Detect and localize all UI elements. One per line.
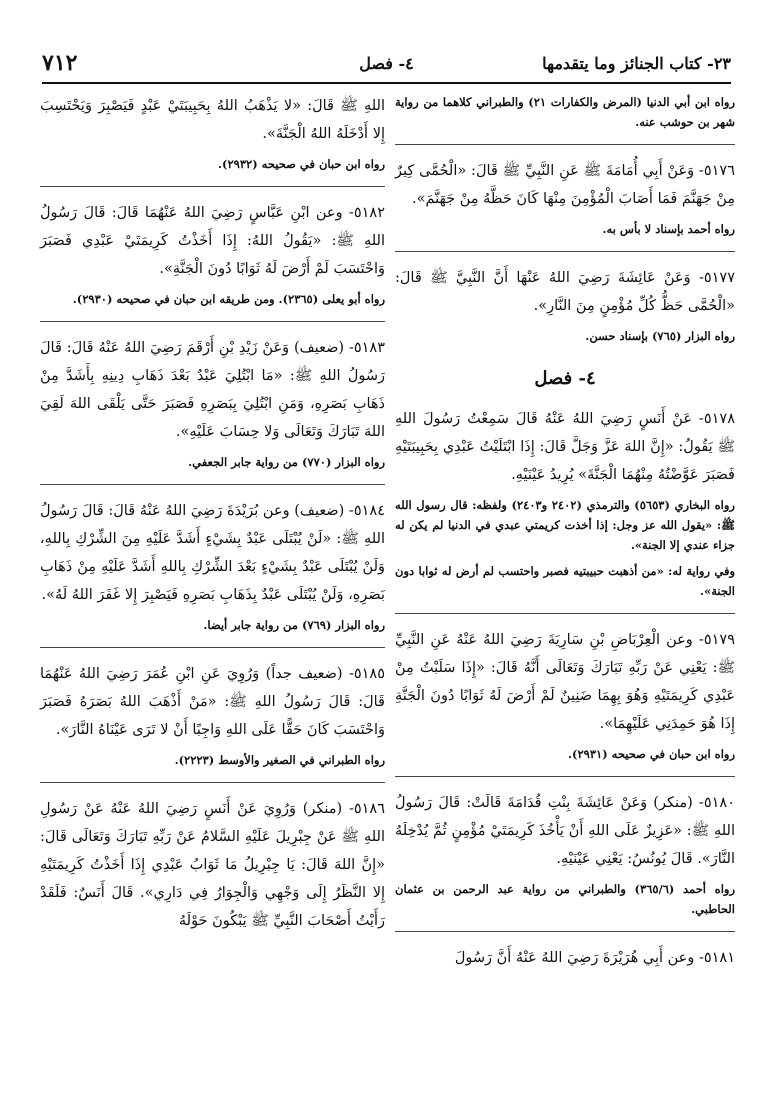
divider [395,776,735,777]
hadith-5176: ٥١٧٦- وَعَنْ أَبِي أُمَامَةَ ﷺ عَنِ النَّبِيِّ ﷺ قَالَ: «الْحُمَّى كِيرٌ مِنْ جَهَنَّمَ فَمَا أَصَابَ الْمُؤْمِنَ مِنْهَا كَانَ حَظَّهُ مِنْ جَهَنَّمَ». [395,163,735,207]
hadith-5179: ٥١٧٩- وعن الْعِرْبَاضِ بْنِ سَارِيَةَ رَضِيَ اللهُ عَنْهُ عَنِ النَّبِيِّ ﷺ: يَعْنِي عَنْ رَبِّهِ تَبَارَكَ وَتَعَالَى أَنَّهُ قَالَ: «إِذَا سَلَبْتُ مِنْ عَبْدِي كَرِيمَتَيْهِ وَهُوَ بِهِمَا ضَنِينٌ لَمْ أَرْضَ لَهُ ثَوَابًا دُونَ الْجَنَّةِ إِذَا هُوَ حَمِدَنِي عَلَيْهِمَا». [395,632,735,732]
source-note-5181: رواه ابن حبان في صحيحه (٢٩٣٢). [218,157,385,171]
source-note-5182: رواه أبو يعلى (٢٣٦٥). ومن طريقه ابن حبان في صحيحه (٢٩٣٠). [72,292,385,306]
running-section-title: ٤- فصل [359,54,414,73]
hadith-5186: ٥١٨٦- (منكر) وَرُوِيَ عَنْ أَنَسٍ رَضِيَ اللهُ عَنْهُ عَنْ رَسُولِ اللهِ ﷺ عَنْ جِبْرِيلَ عَلَيْهِ السَّلامُ عَنْ رَبِّهِ تَبَارَكَ وَتَعَالَى قَالَ: «إِنَّ اللهَ قَالَ: يَا جِبْرِيلُ مَا ثَوَابُ عَبْدِي إِذَا أَخَذْتُ كَرِيمَتَيْهِ إِلا النَّظَرُ إِلَى وَجْهِي وَالْجِوَارُ فِي دَارِي». قَالَ أَنَسٌ: فَلَقَدْ رَأَيْتُ أَصْحَابَ النَّبِيِّ ﷺ يَبْكُونَ حَوْلَهُ [40,801,385,929]
source-note-5179: رواه ابن حبان في صحيحه (٢٩٣١). [568,747,735,761]
source-note: رواه ابن أبي الدنيا (المرض والكفارات ٢١) والطبراني كلاهما من رواية شهر بن حوشب عنه. [395,95,735,129]
divider [40,782,385,783]
divider [395,251,735,252]
source-note-5178-variant: وفي رواية له: «من أذهبت حبيبتيه فصبر واحتسب لم أرض له ثوابا دون الجنة». [395,564,735,598]
source-note-5183: رواه البزار (٧٧٠) من رواية جابر الجعفي. [188,455,385,469]
hadith-5177: ٥١٧٧- وَعَنْ عَائِشَةَ رَضِيَ اللهُ عَنْهَا أَنَّ النَّبِيَّ ﷺ قَالَ: «الْحُمَّى حَظُّ كُلِّ مُؤْمِنٍ مِنَ النَّارِ». [395,270,735,314]
page-number: ٧١٢ [42,50,78,76]
source-note-5185: رواه الطبراني في الصغير والأوسط (٢٢٢٣). [174,753,385,767]
divider [395,931,735,932]
running-book-title: ٢٣- كتاب الجنائز وما يتقدمها [542,54,731,73]
hadith-5178: ٥١٧٨- عَنْ أَنَسٍ رَضِيَ اللهُ عَنْهُ قَالَ سَمِعْتُ رَسُولَ اللهِ ﷺ يَقُولُ: «إِنَّ اللهَ عَزَّ وَجَلَّ قَالَ: إِذَا ابْتَلَيْتُ عَبْدِي بِحَبِيبَتَيْهِ فَصَبَرَ عَوَّضْتُهُ مِنْهُمَا الْجَنَّةَ» يُرِيدُ عَيْنَيْهِ. [395,411,735,483]
source-note-5178: رواه البخاري (٥٦٥٣) والترمذي (٢٤٠٢ و٢٤٠٣) ولفظه: قال رسول الله ﷺ: «يقول الله عز وجل: إذا أخذت كريمتي عبدي في الدنيا لم يكن له جزاء عندي إلا الجنة». [395,498,735,552]
hadith-5181-continued: اللهِ ﷺ قَالَ: «لا يَذْهَبُ اللهُ بِحَبِيبَتَيْ عَبْدٍ فَيَصْبِرَ وَيَحْتَسِبَ إِلا أَدْخَلَهُ اللهُ الْجَنَّةَ». [40,98,385,142]
divider [395,144,735,145]
hadith-5181: ٥١٨١- وعن أَبِي هُرَيْرَةَ رَضِيَ اللهُ عَنْهُ أَنَّ رَسُولَ [454,950,735,966]
hadith-5185: ٥١٨٥- (ضعيف جداً) وَرُوِيَ عَنِ ابْنِ عُمَرَ رَضِيَ اللهُ عَنْهُمَا قَالَ: قَالَ رَسُولُ اللهِ ﷺ: «مَنْ أَذْهَبَ اللهُ بَصَرَهُ فَصَبَرَ وَاحْتَسَبَ كَانَ حَقًّا عَلَى اللهِ وَاجِبًا أَنْ لا تَرَى عَيْنَاهُ النَّارَ». [40,666,385,738]
divider [40,186,385,187]
divider [40,484,385,485]
divider [40,321,385,322]
source-note-5180: رواه أحمد (٣٦٥/٦) والطبراني من رواية عبد الرحمن بن عثمان الحاطبي. [395,882,735,916]
hadith-5182: ٥١٨٢- وعن ابْنِ عَبَّاسٍ رَضِيَ اللهُ عَنْهُمَا قَالَ: قَالَ رَسُولُ اللهِ ﷺ: «يَقُولُ اللهُ: إِذَا أَخَذْتُ كَرِيمَتَيْ عَبْدِي فَصَبَرَ وَاحْتَسَبَ لَمْ أَرْضَ لَهُ ثَوَابًا دُونَ الْجَنَّةِ». [40,205,385,277]
source-note-5184: رواه البزار (٧٦٩) من رواية جابر أيضا. [203,618,385,632]
hadith-5184: ٥١٨٤- (ضعيف) وعن بُرَيْدَةَ رَضِيَ اللهُ عَنْهُ قَالَ: قَالَ رَسُولُ اللهِ ﷺ: «لَنْ يُبْتَلَى عَبْدٌ بِشَيْءٍ أَشَدَّ عَلَيْهِ مِنَ الشِّرْكِ بِاللهِ، وَلَنْ يُبْتَلَى عَبْدٌ بِشَيْءٍ بَعْدَ الشِّرْكِ بِاللهِ أَشَدَّ عَلَيْهِ مِنْ ذَهَابِ بَصَرِهِ، وَلَنْ يُبْتَلَى عَبْدٌ بِذَهَابِ بَصَرِهِ فَيَصْبِرَ إِلا غَفَرَ اللهُ لَهُ». [40,503,385,603]
hadith-5180: ٥١٨٠- (منكر) وَعَنْ عَائِشَةَ بِنْتِ قُدَامَةَ قَالَتْ: قَالَ رَسُولُ اللهِ ﷺ: «عَزِيزٌ عَلَى اللهِ أَنْ يَأْخُذَ كَرِيمَتَيْ مُؤْمِنٍ ثُمَّ يُدْخِلَهُ النَّارَ». قَالَ يُونُسُ: يَعْنِي عَيْنَيْهِ. [395,795,735,867]
left-column [40,92,385,1080]
right-column [395,92,735,1080]
divider [40,647,385,648]
source-note-5176: رواه أحمد بإسناد لا بأس به. [602,222,735,236]
hadith-5183: ٥١٨٣- (ضعيف) وَعَنْ زَيْدِ بْنِ أَرْقَمَ رَضِيَ اللهُ عَنْهُ قَالَ: قَالَ رَسُولُ اللهِ ﷺ: «مَا ابْتُلِيَ عَبْدٌ بَعْدَ ذَهَابِ دِينِهِ بِأَشَدَّ مِنْ ذَهَابِ بَصَرِهِ، وَمَنِ ابْتُلِيَ بِبَصَرِهِ فَصَبَرَ حَتَّى يَلْقَى اللهَ لَقِيَ اللهَ تَبَارَكَ وَتَعَالَى وَلا حِسَابَ عَلَيْهِ». [40,340,385,440]
section-heading: ٤- فصل [534,368,596,389]
source-note-5177: رواه البزار (٧٦٥) بإسناد حسن. [585,329,735,343]
divider [395,613,735,614]
page-header [42,50,731,84]
